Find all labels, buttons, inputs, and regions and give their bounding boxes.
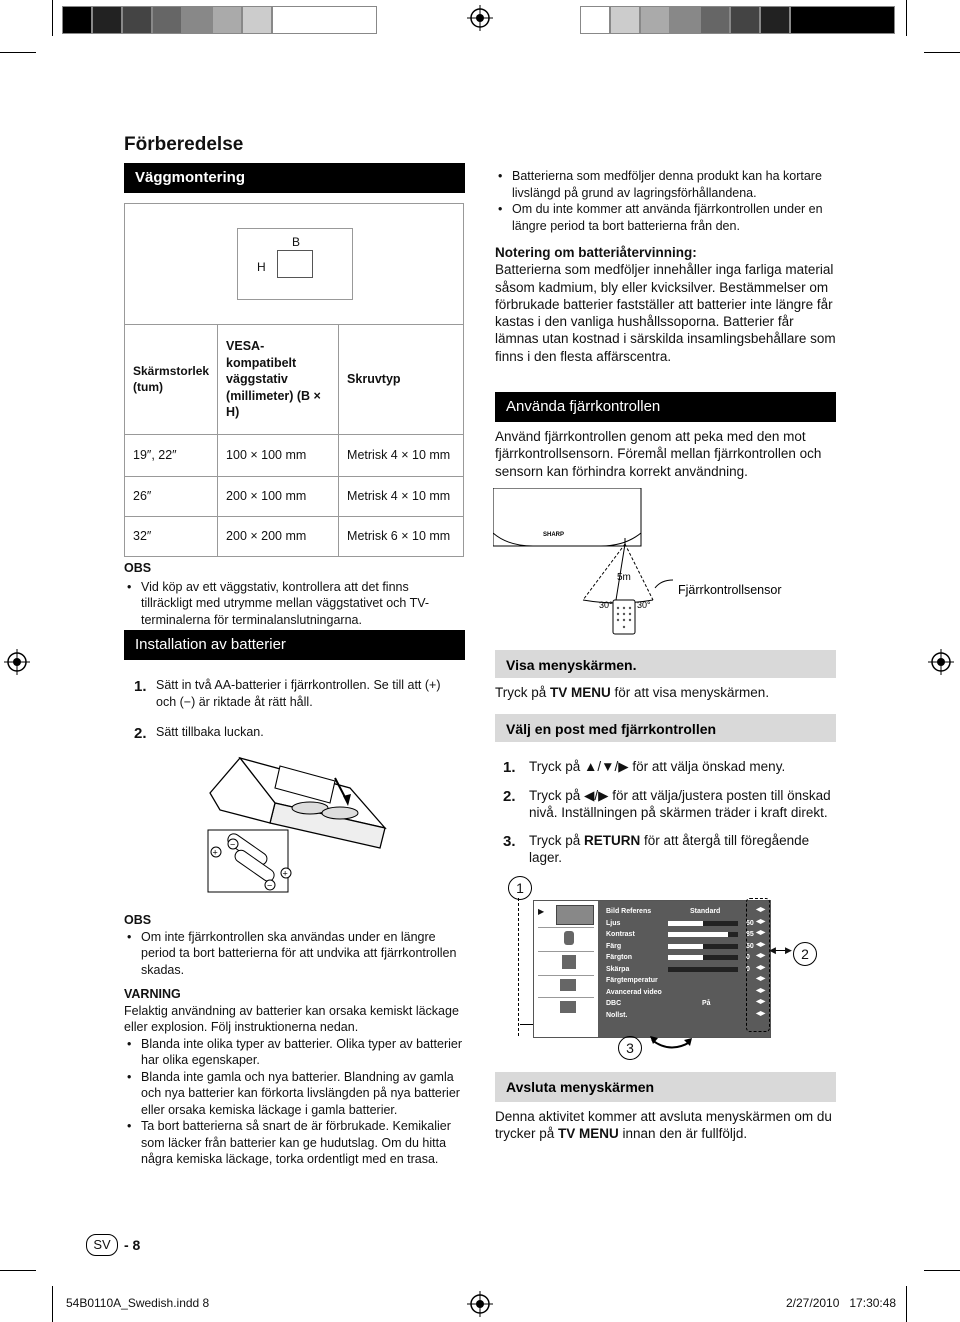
show-menu-header: Visa menyskärmen. xyxy=(495,650,836,678)
crop-mark xyxy=(0,1270,36,1271)
osd-row-value: På xyxy=(702,1000,711,1007)
osd-menu xyxy=(533,900,771,1038)
dimension-h-label: H xyxy=(257,260,266,274)
tv-brand-text: SHARP xyxy=(543,532,565,538)
recycling-title: Notering om batteriåtervinning: xyxy=(495,245,697,260)
callout-1: 1 xyxy=(508,876,532,900)
osd-menu-row[interactable] xyxy=(606,1011,766,1021)
osd-row-label: DBC xyxy=(606,1000,622,1007)
osd-menu-row[interactable] xyxy=(606,907,766,917)
language-badge: SV xyxy=(86,1234,118,1256)
color-bar xyxy=(580,6,610,34)
obs-title: OBS xyxy=(124,561,152,575)
osd-row-label: Avancerad video xyxy=(606,988,662,996)
step-number: 2. xyxy=(134,725,147,742)
key-name: TV MENU xyxy=(550,685,611,700)
step-text: Sätt tillbaka luckan. xyxy=(156,725,264,739)
osd-menu-row[interactable] xyxy=(606,919,766,929)
recycling-text: Batterierna som medföljer innehåller inga farliga material såsom kadmium, bly eller kvicksilver. Bestämmelser om förbrukade batterier fastställer att batterier inte längre får kastas i den vanliga hushållssoporna. Batterier får lämnas utan kostnad i särskilda insamlingsbehållare som finns i den flesta affärscentra. xyxy=(495,262,836,364)
color-bar xyxy=(730,6,760,34)
use-remote-header: Använda fjärrkontrollen xyxy=(495,392,836,422)
table-row xyxy=(125,477,464,517)
osd-row-value: 85 xyxy=(746,931,754,938)
obs-item: • Om inte fjärrkontrollen ska användas under en längre period ta bort batterierna för att undvika att fjärrkontrollen skadas. xyxy=(124,929,464,979)
distance-label: 5m xyxy=(617,572,631,583)
osd-row-label: Kontrast xyxy=(606,931,635,938)
registration-mark-icon xyxy=(928,649,954,675)
arrow-right-icon: ▶ xyxy=(785,945,792,955)
obs-title: OBS xyxy=(124,913,152,927)
callout-line xyxy=(518,898,520,1036)
osd-adjust-arrows-icon[interactable]: ◀▶ xyxy=(756,907,766,913)
table-cell: Metrisk 4 × 10 mm xyxy=(339,477,464,517)
osd-adjust-arrows-icon[interactable]: ◀▶ xyxy=(756,941,766,948)
step-text xyxy=(529,832,838,867)
callout-2: 2 xyxy=(793,942,817,966)
table-cell: 200 × 200 mm xyxy=(218,517,339,557)
osd-menu-panel xyxy=(598,901,770,1037)
crop-mark xyxy=(924,1270,960,1271)
select-step xyxy=(503,832,838,867)
osd-row-label: Nollst. xyxy=(606,1011,628,1019)
text-part: Denna aktivitet kommer att avsluta menyskärmen om du trycker på xyxy=(495,1109,832,1142)
osd-slider-track[interactable] xyxy=(668,944,738,949)
timestamp: 2/27/2010 17:30:48 xyxy=(786,1296,897,1310)
osd-row-value: 50 xyxy=(746,942,754,950)
color-bar xyxy=(700,6,730,34)
page-title: Förberedelse xyxy=(124,134,244,155)
step-number: 3. xyxy=(503,832,516,850)
key-name: RETURN xyxy=(584,832,641,848)
select-steps xyxy=(503,758,838,866)
header-cell: VESA-kompatibelt väggstativ (millimeter) (B × H) xyxy=(218,325,339,435)
svg-text:+: + xyxy=(212,847,218,858)
color-bar xyxy=(272,6,377,34)
color-bar xyxy=(212,6,242,34)
vesa-diagram xyxy=(124,203,464,324)
osd-slider-track[interactable] xyxy=(668,955,738,960)
color-bar xyxy=(182,6,212,34)
select-step xyxy=(503,787,838,822)
osd-slider-track[interactable] xyxy=(668,921,738,926)
install-step xyxy=(134,724,454,744)
osd-adjust-arrows-icon[interactable]: ◀▶ xyxy=(756,930,766,936)
install-obs xyxy=(124,912,464,1168)
divider xyxy=(538,951,594,952)
color-bar xyxy=(62,6,92,34)
wall-mount-header: Väggmontering xyxy=(124,163,465,193)
obs-item: • Vid köp av ett väggstativ, kontrollera att det finns tillräckligt med utrymme mellan väggstativet och TV-terminalerna för terminalanslutningarna. xyxy=(124,579,444,629)
osd-menu-row[interactable] xyxy=(606,953,766,963)
table-row xyxy=(125,517,464,557)
warning-item: • Blanda inte olika typer av batterier. Olika typer av batterier har olika egenskaper. xyxy=(124,1036,464,1069)
osd-menu-row[interactable] xyxy=(606,930,766,940)
table-row xyxy=(125,435,464,477)
text-part: innan den är fullföljd. xyxy=(618,1126,748,1142)
osd-adjust-arrows-icon[interactable]: ◀▶ xyxy=(756,953,766,959)
header-cell: Skruvtyp xyxy=(339,325,464,435)
osd-menu-row[interactable] xyxy=(606,999,766,1009)
text-part: för att återgå till föregående lager. xyxy=(529,832,810,865)
lock-menu-icon[interactable] xyxy=(560,1001,576,1013)
text-part: för att visa menyskärmen. xyxy=(610,685,770,700)
install-step xyxy=(134,677,454,710)
angle-left-label: 30° xyxy=(599,600,613,610)
color-bar xyxy=(92,6,122,34)
note-item: • Batterierna som medföljer denna produkt kan ha kortare livslängd på grund av lagringsförhållandena. xyxy=(495,168,837,201)
crop-mark xyxy=(924,52,960,53)
osd-row-label: Färgtemperatur xyxy=(606,977,658,984)
osd-slider-fill xyxy=(668,944,703,949)
osd-slider-fill xyxy=(668,955,703,960)
install-steps xyxy=(134,677,454,744)
osd-menu-row[interactable] xyxy=(606,965,766,975)
table-header-row xyxy=(125,325,464,435)
table-cell: 32″ xyxy=(125,517,218,557)
osd-row-value: 0 xyxy=(746,954,750,961)
crop-mark xyxy=(52,0,53,36)
vesa-table xyxy=(124,324,464,557)
color-bar xyxy=(242,6,272,34)
osd-adjust-arrows-icon[interactable]: ◀▶ xyxy=(756,964,766,971)
svg-text:−: − xyxy=(230,839,236,850)
divider xyxy=(538,997,594,998)
osd-row-label: Ljus xyxy=(606,919,621,927)
note-item: • Om du inte kommer att använda fjärrkontrollen under en längre period ta bort batterierna från den. xyxy=(495,201,837,234)
battery-insertion-illustration xyxy=(200,748,390,898)
color-bar xyxy=(760,6,790,34)
setup-menu-icon[interactable] xyxy=(562,955,576,969)
table-cell: 100 × 100 mm xyxy=(218,435,339,477)
warning-text: Felaktig användning av batterier kan orsaka kemiskt läckage eller explosion. Följ instruktionerna nedan. xyxy=(124,1003,459,1034)
picture-menu-icon[interactable] xyxy=(556,905,594,925)
dimension-b-label: B xyxy=(292,235,301,249)
osd-menu-row[interactable] xyxy=(606,988,766,998)
divider xyxy=(538,975,594,976)
color-bar xyxy=(790,6,895,34)
osd-adjust-arrows-icon[interactable]: ◀▶ xyxy=(756,987,766,994)
divider xyxy=(538,927,594,928)
step-number: 1. xyxy=(503,759,516,776)
svg-text:−: − xyxy=(267,880,273,891)
use-remote-text: Använd fjärrkontrollen genom att peka med den mot fjärrkontrollsensorn. Föremål mellan fjärrkontrollen och sensorn kan förhindra korrekt användning. xyxy=(495,429,822,479)
color-bar xyxy=(610,6,640,34)
callout-line xyxy=(520,1024,534,1025)
wall-obs xyxy=(124,560,444,628)
osd-menu-row[interactable] xyxy=(606,942,766,952)
file-name: 54B0110A_Swedish.indd 8 xyxy=(66,1296,210,1310)
crop-mark xyxy=(0,52,36,53)
return-arrow-icon xyxy=(648,1034,694,1054)
osd-menu-icons xyxy=(534,901,599,1037)
battery-install-header: Installation av batterier xyxy=(124,630,465,660)
color-bar xyxy=(122,6,152,34)
osd-adjust-arrows-icon[interactable]: ◀▶ xyxy=(756,918,766,925)
step-text: Tryck på ◀/▶ för att välja/justera posten till önskad nivå. Inställningen på skärmen träder i kraft direkt. xyxy=(529,788,831,821)
text-part: Tryck på xyxy=(495,685,551,700)
callout-3: 3 xyxy=(618,1036,642,1060)
select-step xyxy=(503,758,838,777)
color-bar xyxy=(640,6,670,34)
step-number: 1. xyxy=(134,678,147,695)
table-cell: Metrisk 4 × 10 mm xyxy=(339,435,464,477)
osd-menu-row[interactable] xyxy=(606,976,766,986)
table-cell: 19″, 22″ xyxy=(125,435,218,477)
osd-slider-track[interactable] xyxy=(668,967,738,972)
callout-frame xyxy=(746,898,770,1032)
crop-mark xyxy=(906,0,907,36)
menu-pointer-icon: ▶ xyxy=(538,907,545,916)
select-item-header: Välj en post med fjärrkontrollen xyxy=(495,714,836,742)
battery-notes xyxy=(495,168,837,234)
crop-mark xyxy=(52,1286,53,1322)
sound-menu-icon[interactable] xyxy=(564,931,574,945)
table-cell: 200 × 100 mm xyxy=(218,477,339,517)
color-bar xyxy=(152,6,182,34)
registration-mark-icon xyxy=(4,649,30,675)
page-number: - 8 xyxy=(124,1237,141,1253)
osd-slider-fill xyxy=(668,932,728,937)
vesa-hole-pattern xyxy=(277,250,313,278)
text-part: Tryck på xyxy=(529,832,585,848)
angle-right-label: 30° xyxy=(637,600,651,610)
show-menu-text xyxy=(495,684,840,702)
key-name: TV MENU xyxy=(558,1126,619,1142)
osd-row-label: Färgton xyxy=(606,954,633,961)
remote-sensor-illustration xyxy=(493,488,843,638)
sensor-label: Fjärrkontrollsensor xyxy=(678,583,782,597)
osd-row-value: Standard xyxy=(690,908,721,915)
registration-mark-icon xyxy=(467,1291,493,1317)
osd-adjust-arrows-icon[interactable]: ◀▶ xyxy=(756,976,766,982)
osd-slider-fill xyxy=(668,921,703,926)
osd-row-value: 50 xyxy=(746,919,754,927)
crop-mark xyxy=(906,1286,907,1322)
color-bar xyxy=(670,6,700,34)
header-cell: Skärmstorlek (tum) xyxy=(125,325,218,435)
warning-item: • Ta bort batterierna så snart de är förbrukade. Kemikalier som läcker från batterier kan ge hudutslag. Om du hitta några kemiska läckage, torka ordentligt med en trasa. xyxy=(124,1118,464,1168)
warning-title: VARNING xyxy=(124,987,181,1001)
osd-adjust-arrows-icon[interactable]: ◀▶ xyxy=(756,999,766,1005)
exit-menu-text xyxy=(495,1108,840,1143)
osd-row-label: Färg xyxy=(606,942,622,950)
arrow-left-icon: ◀ xyxy=(769,945,776,955)
osd-row-label: Skärpa xyxy=(606,965,630,973)
step-number: 2. xyxy=(503,788,516,806)
osd-adjust-arrows-icon[interactable]: ◀▶ xyxy=(756,1010,766,1017)
step-text: Sätt in två AA-batterier i fjärrkontrollen. Se till att (+) och (−) är riktade åt rätt håll. xyxy=(156,678,441,709)
svg-text:+: + xyxy=(282,868,288,879)
option-menu-icon[interactable] xyxy=(560,979,576,991)
table-cell: Metrisk 6 × 10 mm xyxy=(339,517,464,557)
warning-item: • Blanda inte gamla och nya batterier. Blandning av gamla och nya batterier kan förkorta livslängden på nya batterier eller orsaka kemiska läckage i gamla batterier. xyxy=(124,1069,464,1119)
registration-mark-icon xyxy=(467,5,493,31)
table-cell: 26″ xyxy=(125,477,218,517)
osd-row-label: Bild Referens xyxy=(606,908,652,915)
exit-menu-header: Avsluta menyskärmen xyxy=(495,1072,836,1102)
osd-slider-track[interactable] xyxy=(668,932,738,937)
osd-row-value: 0 xyxy=(746,965,750,973)
step-text: Tryck på ▲/▼/▶ för att välja önskad meny. xyxy=(529,759,786,774)
recycling-note xyxy=(495,244,840,365)
